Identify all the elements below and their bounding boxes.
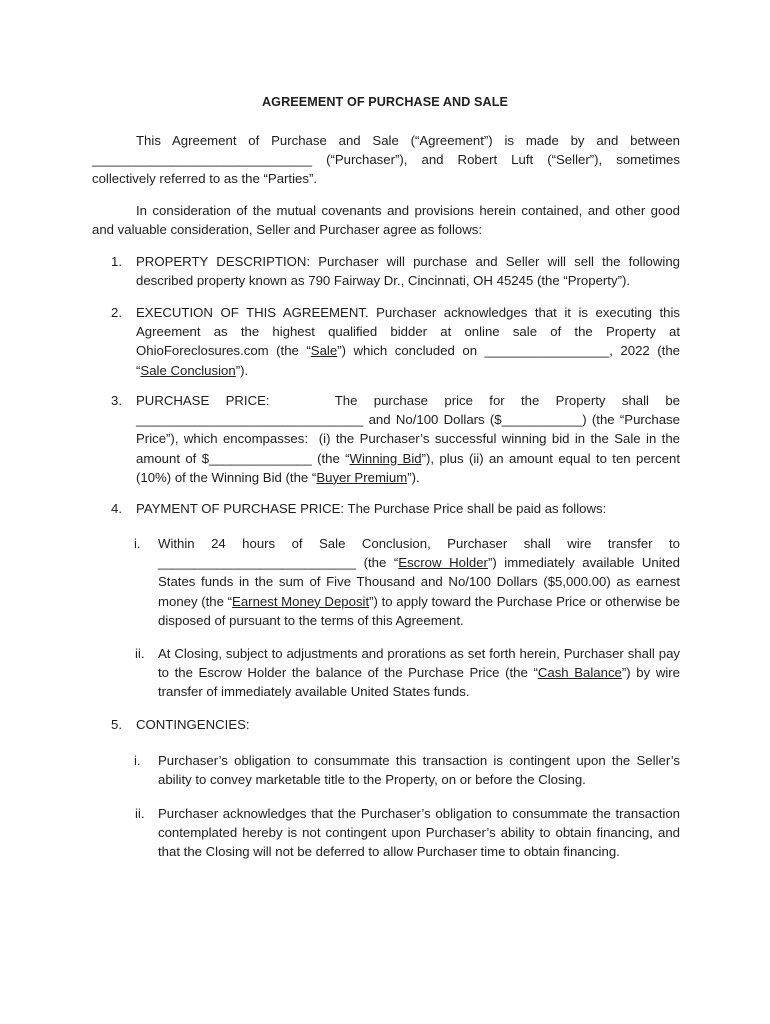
section-4-ii-text-b: ”) by wire transfer of immediately available United States funds. bbox=[158, 665, 681, 700]
section-4-ii-number: ii. bbox=[135, 646, 145, 661]
section-4-i-text-b: ”) immediately available United States funds in the sum of Five Thousand and No/100 Dollars ($5,000.00) as earnest money (the “ bbox=[158, 555, 680, 609]
section-3-text-a: PURCHASE PRICE: The purchase price for the Property shall be _______________________________ and No/100 Dollars ($___________) (the “Purchase Price”), which encompasses: (i) the Purchaser’s successful winning bid in the Sale in the amount of $______________ (the “ bbox=[136, 393, 684, 466]
section-4-i-number: i. bbox=[134, 536, 141, 551]
section-2-number: 2. bbox=[111, 305, 122, 320]
document-title: AGREEMENT OF PURCHASE AND SALE bbox=[261, 95, 509, 109]
section-3-text-c: ”). bbox=[407, 469, 420, 485]
intro-text-end: (“Purchaser”), and Robert Luft (“Seller”), sometimes collectively referred to as the “Parties”. bbox=[92, 152, 680, 187]
consideration-paragraph: In consideration of the mutual covenants and provisions herein contained, and other good and valuable consideration, Seller and Purchaser agree as follows: bbox=[92, 203, 680, 238]
term-sale-conclusion: Sale Conclusion bbox=[140, 362, 236, 378]
section-3-number: 3. bbox=[111, 393, 122, 408]
section-4-number: 4. bbox=[111, 501, 122, 516]
intro-paragraph bbox=[92, 131, 680, 189]
section-4-ii-text bbox=[158, 644, 680, 702]
intro-text-mid: ”) is made by and between bbox=[483, 133, 680, 148]
agreement-term: Agreement bbox=[419, 133, 484, 148]
term-buyer-premium: Buyer Premium bbox=[316, 469, 408, 485]
term-cash-balance: Cash Balance bbox=[537, 665, 622, 681]
intro-text-start: This Agreement of Purchase and Sale (“ bbox=[136, 133, 420, 148]
term-earnest-money-deposit: Earnest Money Deposit bbox=[232, 593, 370, 609]
purchaser-blank: ______________________________ bbox=[92, 152, 313, 168]
term-winning-bid: Winning Bid bbox=[349, 450, 422, 466]
section-2-text-c: ”). bbox=[235, 362, 249, 378]
section-2-text-b: ”) which concluded on _________________, 2022 (the “ bbox=[136, 343, 680, 378]
section-2-text-a: EXECUTION OF THIS AGREEMENT. Purchaser acknowledges that it is executing this Agreement as the highest qualified bidder at online sale of the Property at OhioForeclosures.com (the “ bbox=[136, 305, 680, 359]
section-4-ii-text-a: At Closing, subject to adjustments and prorations as set forth herein, Purchaser shall pay to the Escrow Holder the balance of the Purchase Price (the “ bbox=[158, 646, 680, 681]
section-1-property-description: PROPERTY DESCRIPTION: Purchaser will purchase and Seller will sell the following described property known as 790 Fairway Dr., Cincinnati, OH 45245 (the “Property”). bbox=[136, 254, 680, 289]
section-3-purchase-price bbox=[136, 391, 684, 487]
term-sale: Sale bbox=[310, 343, 338, 359]
section-4-payment: PAYMENT OF PURCHASE PRICE: The Purchase Price shall be paid as follows: bbox=[136, 501, 607, 516]
section-5-ii-number: ii. bbox=[135, 806, 145, 821]
section-4-i-text-c: ”) to apply toward the Purchase Price or otherwise be disposed of pursuant to the terms of this Agreement. bbox=[158, 593, 680, 628]
section-4-i-text bbox=[158, 534, 680, 630]
section-5-i-number: i. bbox=[134, 753, 141, 768]
section-2-execution bbox=[136, 303, 680, 380]
term-escrow-holder: Escrow Holder bbox=[398, 555, 488, 571]
section-5-i-text: Purchaser’s obligation to consummate this transaction is contingent upon the Seller’s ability to convey marketable title to the Property, on or before the Closing. bbox=[158, 753, 680, 788]
section-4-i-text-a: Within 24 hours of Sale Conclusion, Purchaser shall wire transfer to ___________________________ (the “ bbox=[158, 536, 680, 571]
section-3-text-b: ”), plus (ii) an amount equal to ten percent (10%) of the Winning Bid (the “ bbox=[136, 450, 684, 485]
section-1-number: 1. bbox=[111, 254, 122, 269]
section-5-number: 5. bbox=[111, 717, 122, 732]
section-5-ii-text: Purchaser acknowledges that the Purchaser’s obligation to consummate the transaction contemplated hereby is not contingent upon Purchaser’s ability to obtain financing, and that the Closing will not be deferred to allow Purchaser time to obtain financing. bbox=[158, 806, 680, 860]
section-5-contingencies: CONTINGENCIES: bbox=[136, 717, 250, 732]
